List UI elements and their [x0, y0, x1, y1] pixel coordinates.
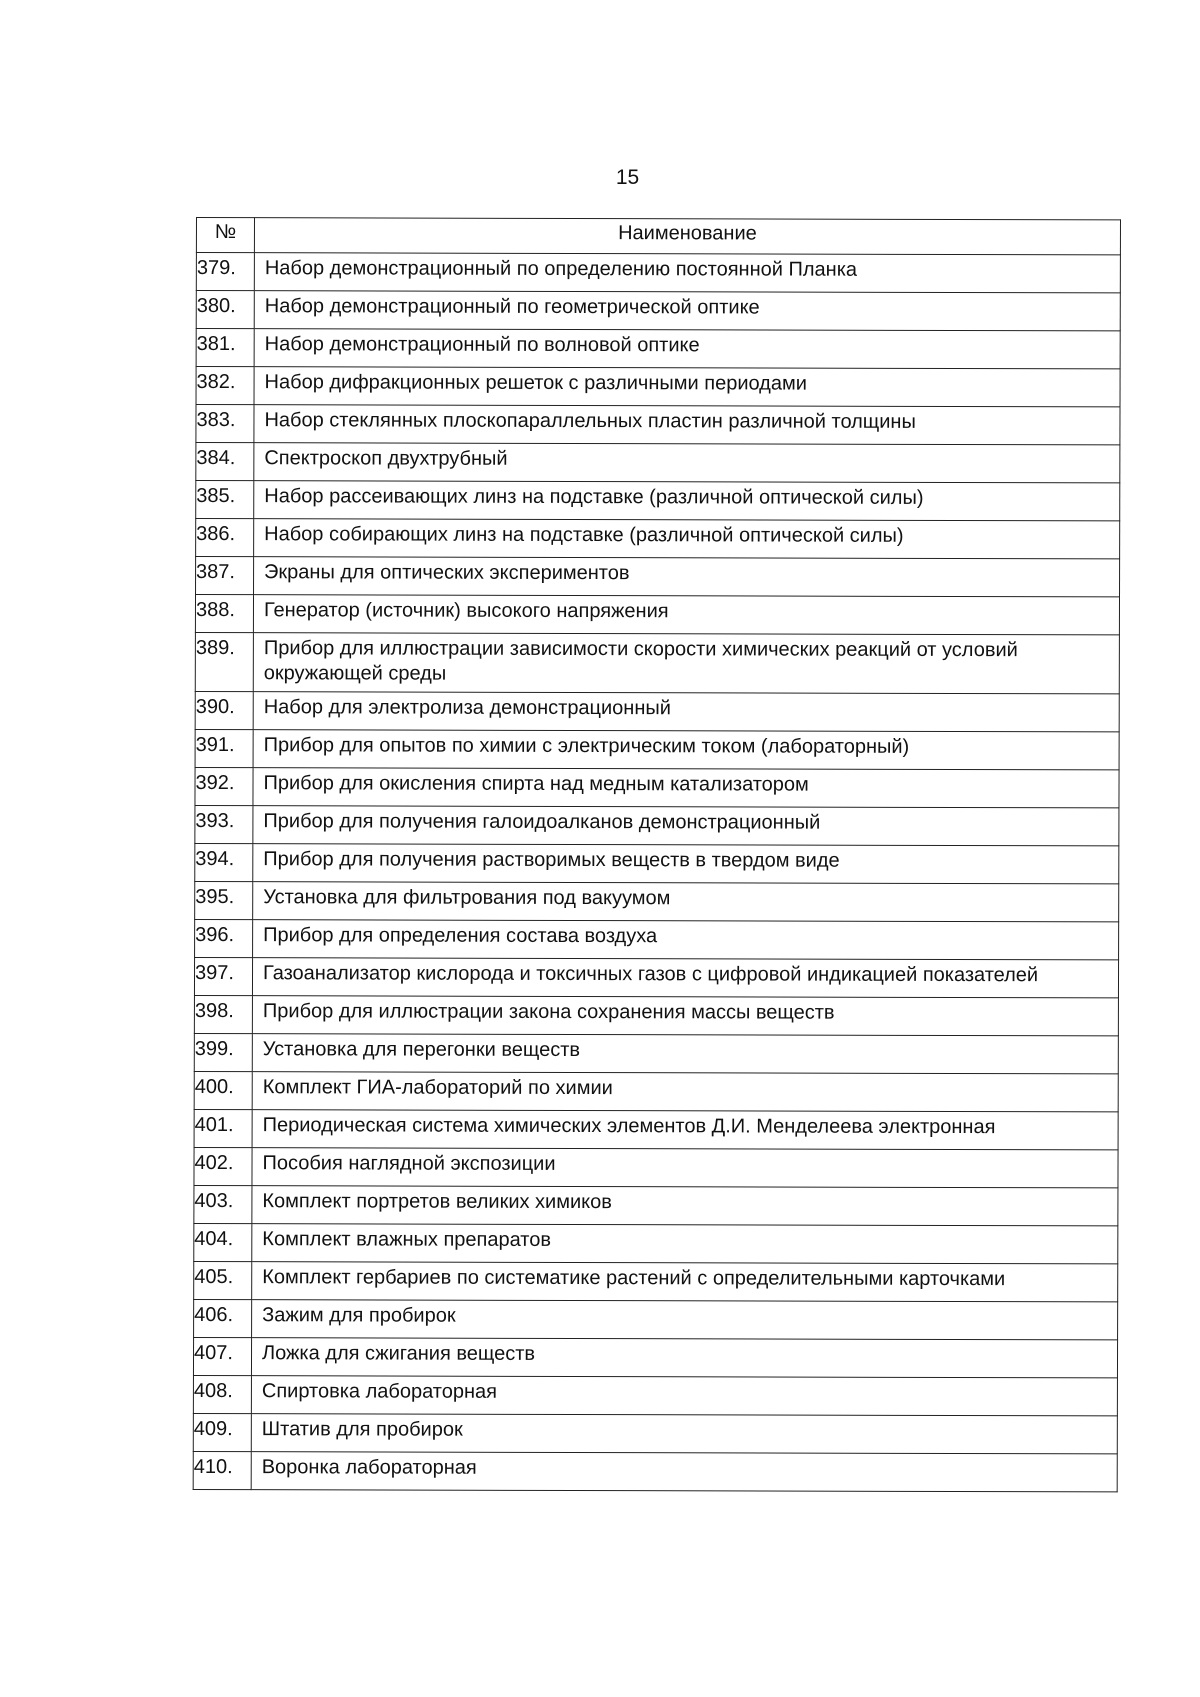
table-row [196, 253, 1120, 293]
table-row [193, 1375, 1117, 1415]
table-row [193, 1451, 1117, 1491]
table-row [194, 1261, 1118, 1301]
row-item-name: Штатив для пробирок [251, 1414, 1117, 1454]
table-row [194, 1109, 1118, 1149]
row-number: 405. [194, 1261, 252, 1299]
row-item-name: Набор дифракционных решеток с различными периодами [254, 367, 1120, 407]
row-number: 391. [195, 729, 253, 767]
row-number: 399. [194, 1033, 252, 1071]
table-row [194, 1299, 1118, 1339]
table-row [196, 557, 1120, 597]
row-item-name: Набор для электролиза демонстрационный [253, 692, 1119, 732]
row-number: 409. [193, 1413, 251, 1451]
row-item-name: Экраны для оптических экспериментов [254, 557, 1120, 597]
row-item-name: Набор собирающих линз на подставке (различной оптической силы) [254, 519, 1120, 559]
row-number: 400. [194, 1071, 252, 1109]
row-item-name: Прибор для получения растворимых веществ в твердом виде [253, 844, 1119, 884]
row-number: 394. [195, 843, 253, 881]
row-item-name: Установка для фильтрования под вакуумом [253, 882, 1119, 922]
row-item-name: Прибор для получения галоидоалканов демонстрационный [253, 806, 1119, 846]
row-number: 384. [196, 443, 254, 481]
row-item-name: Спиртовка лабораторная [251, 1376, 1117, 1416]
row-item-name: Воронка лабораторная [251, 1452, 1117, 1492]
row-number: 404. [194, 1223, 252, 1261]
row-number: 393. [195, 805, 253, 843]
row-number: 379. [196, 253, 254, 291]
table-body [193, 253, 1120, 1492]
table-row [193, 1413, 1117, 1453]
row-number: 396. [195, 919, 253, 957]
row-item-name: Набор демонстрационный по геометрической оптике [254, 291, 1120, 331]
column-header-name: Наименование [254, 218, 1120, 255]
table-row [196, 443, 1120, 483]
row-number: 382. [196, 367, 254, 405]
row-number: 390. [195, 691, 253, 729]
row-item-name: Прибор для определения состава воздуха [253, 920, 1119, 960]
table-row [194, 1185, 1118, 1225]
row-item-name: Прибор для окисления спирта над медным катализатором [253, 768, 1119, 808]
table-row [195, 805, 1119, 845]
table-row [196, 481, 1120, 521]
table-row [195, 767, 1119, 807]
row-number: 410. [193, 1451, 251, 1489]
row-item-name: Зажим для пробирок [252, 1300, 1118, 1340]
equipment-table-container [193, 217, 1120, 1492]
page-number: 15 [615, 166, 640, 189]
table-row [194, 1223, 1118, 1263]
row-item-name: Прибор для опытов по химии с электрическим током (лабораторный) [253, 730, 1119, 770]
row-number: 408. [193, 1375, 251, 1413]
table-row [193, 1337, 1117, 1377]
table-row [194, 995, 1118, 1035]
row-item-name: Газоанализатор кислорода и токсичных газов с цифровой индикацией показателей [252, 958, 1118, 998]
row-item-name: Пособия наглядной экспозиции [252, 1148, 1118, 1188]
table-row [194, 1033, 1118, 1073]
row-number: 386. [196, 519, 254, 557]
table-row [196, 519, 1120, 559]
row-item-name: Прибор для иллюстрации зависимости скорости химических реакций от условий окружающей среды [253, 633, 1119, 694]
table-row [195, 632, 1119, 693]
row-number: 385. [196, 481, 254, 519]
row-number: 387. [196, 557, 254, 595]
row-item-name: Комплект влажных препаратов [252, 1224, 1118, 1264]
table-row [195, 881, 1119, 921]
row-item-name: Генератор (источник) высокого напряжения [253, 595, 1119, 635]
row-number: 388. [195, 595, 253, 633]
table-row [195, 843, 1119, 883]
row-item-name: Установка для перегонки веществ [252, 1034, 1118, 1074]
equipment-table [193, 217, 1121, 1492]
table-row [194, 1071, 1118, 1111]
row-item-name: Комплект гербариев по систематике растений с определительными карточками [252, 1262, 1118, 1302]
table-row [194, 1147, 1118, 1187]
row-number: 398. [194, 995, 252, 1033]
table-row [195, 691, 1119, 731]
row-item-name: Прибор для иллюстрации закона сохранения массы веществ [252, 996, 1118, 1036]
row-number: 397. [194, 957, 252, 995]
row-number: 383. [196, 405, 254, 443]
table-row [195, 919, 1119, 959]
row-item-name: Комплект ГИА-лабораторий по химии [252, 1072, 1118, 1112]
table-header-row [196, 218, 1120, 255]
row-item-name: Комплект портретов великих химиков [252, 1186, 1118, 1226]
table-row [196, 405, 1120, 445]
row-item-name: Периодическая система химических элементов Д.И. Менделеева электронная [252, 1110, 1118, 1150]
row-number: 380. [196, 291, 254, 329]
row-item-name: Набор стеклянных плоскопараллельных пластин различной толщины [254, 405, 1120, 445]
row-number: 401. [194, 1109, 252, 1147]
row-number: 407. [193, 1337, 251, 1375]
row-number: 392. [195, 767, 253, 805]
row-item-name: Спектроскоп двухтрубный [254, 443, 1120, 483]
column-header-number: № [196, 218, 254, 253]
row-number: 395. [195, 881, 253, 919]
row-number: 406. [194, 1299, 252, 1337]
table-row [195, 729, 1119, 769]
table-row [196, 367, 1120, 407]
row-number: 381. [196, 329, 254, 367]
row-item-name: Набор рассеивающих линз на подставке (различной оптической силы) [254, 481, 1120, 521]
table-row [196, 291, 1120, 331]
row-number: 389. [195, 632, 253, 691]
row-item-name: Набор демонстрационный по волновой оптике [254, 329, 1120, 369]
table-row [194, 957, 1118, 997]
row-number: 403. [194, 1185, 252, 1223]
table-row [195, 595, 1119, 635]
row-number: 402. [194, 1147, 252, 1185]
table-row [196, 329, 1120, 369]
row-item-name: Ложка для сжигания веществ [251, 1338, 1117, 1378]
row-item-name: Набор демонстрационный по определению постоянной Планка [254, 253, 1120, 293]
